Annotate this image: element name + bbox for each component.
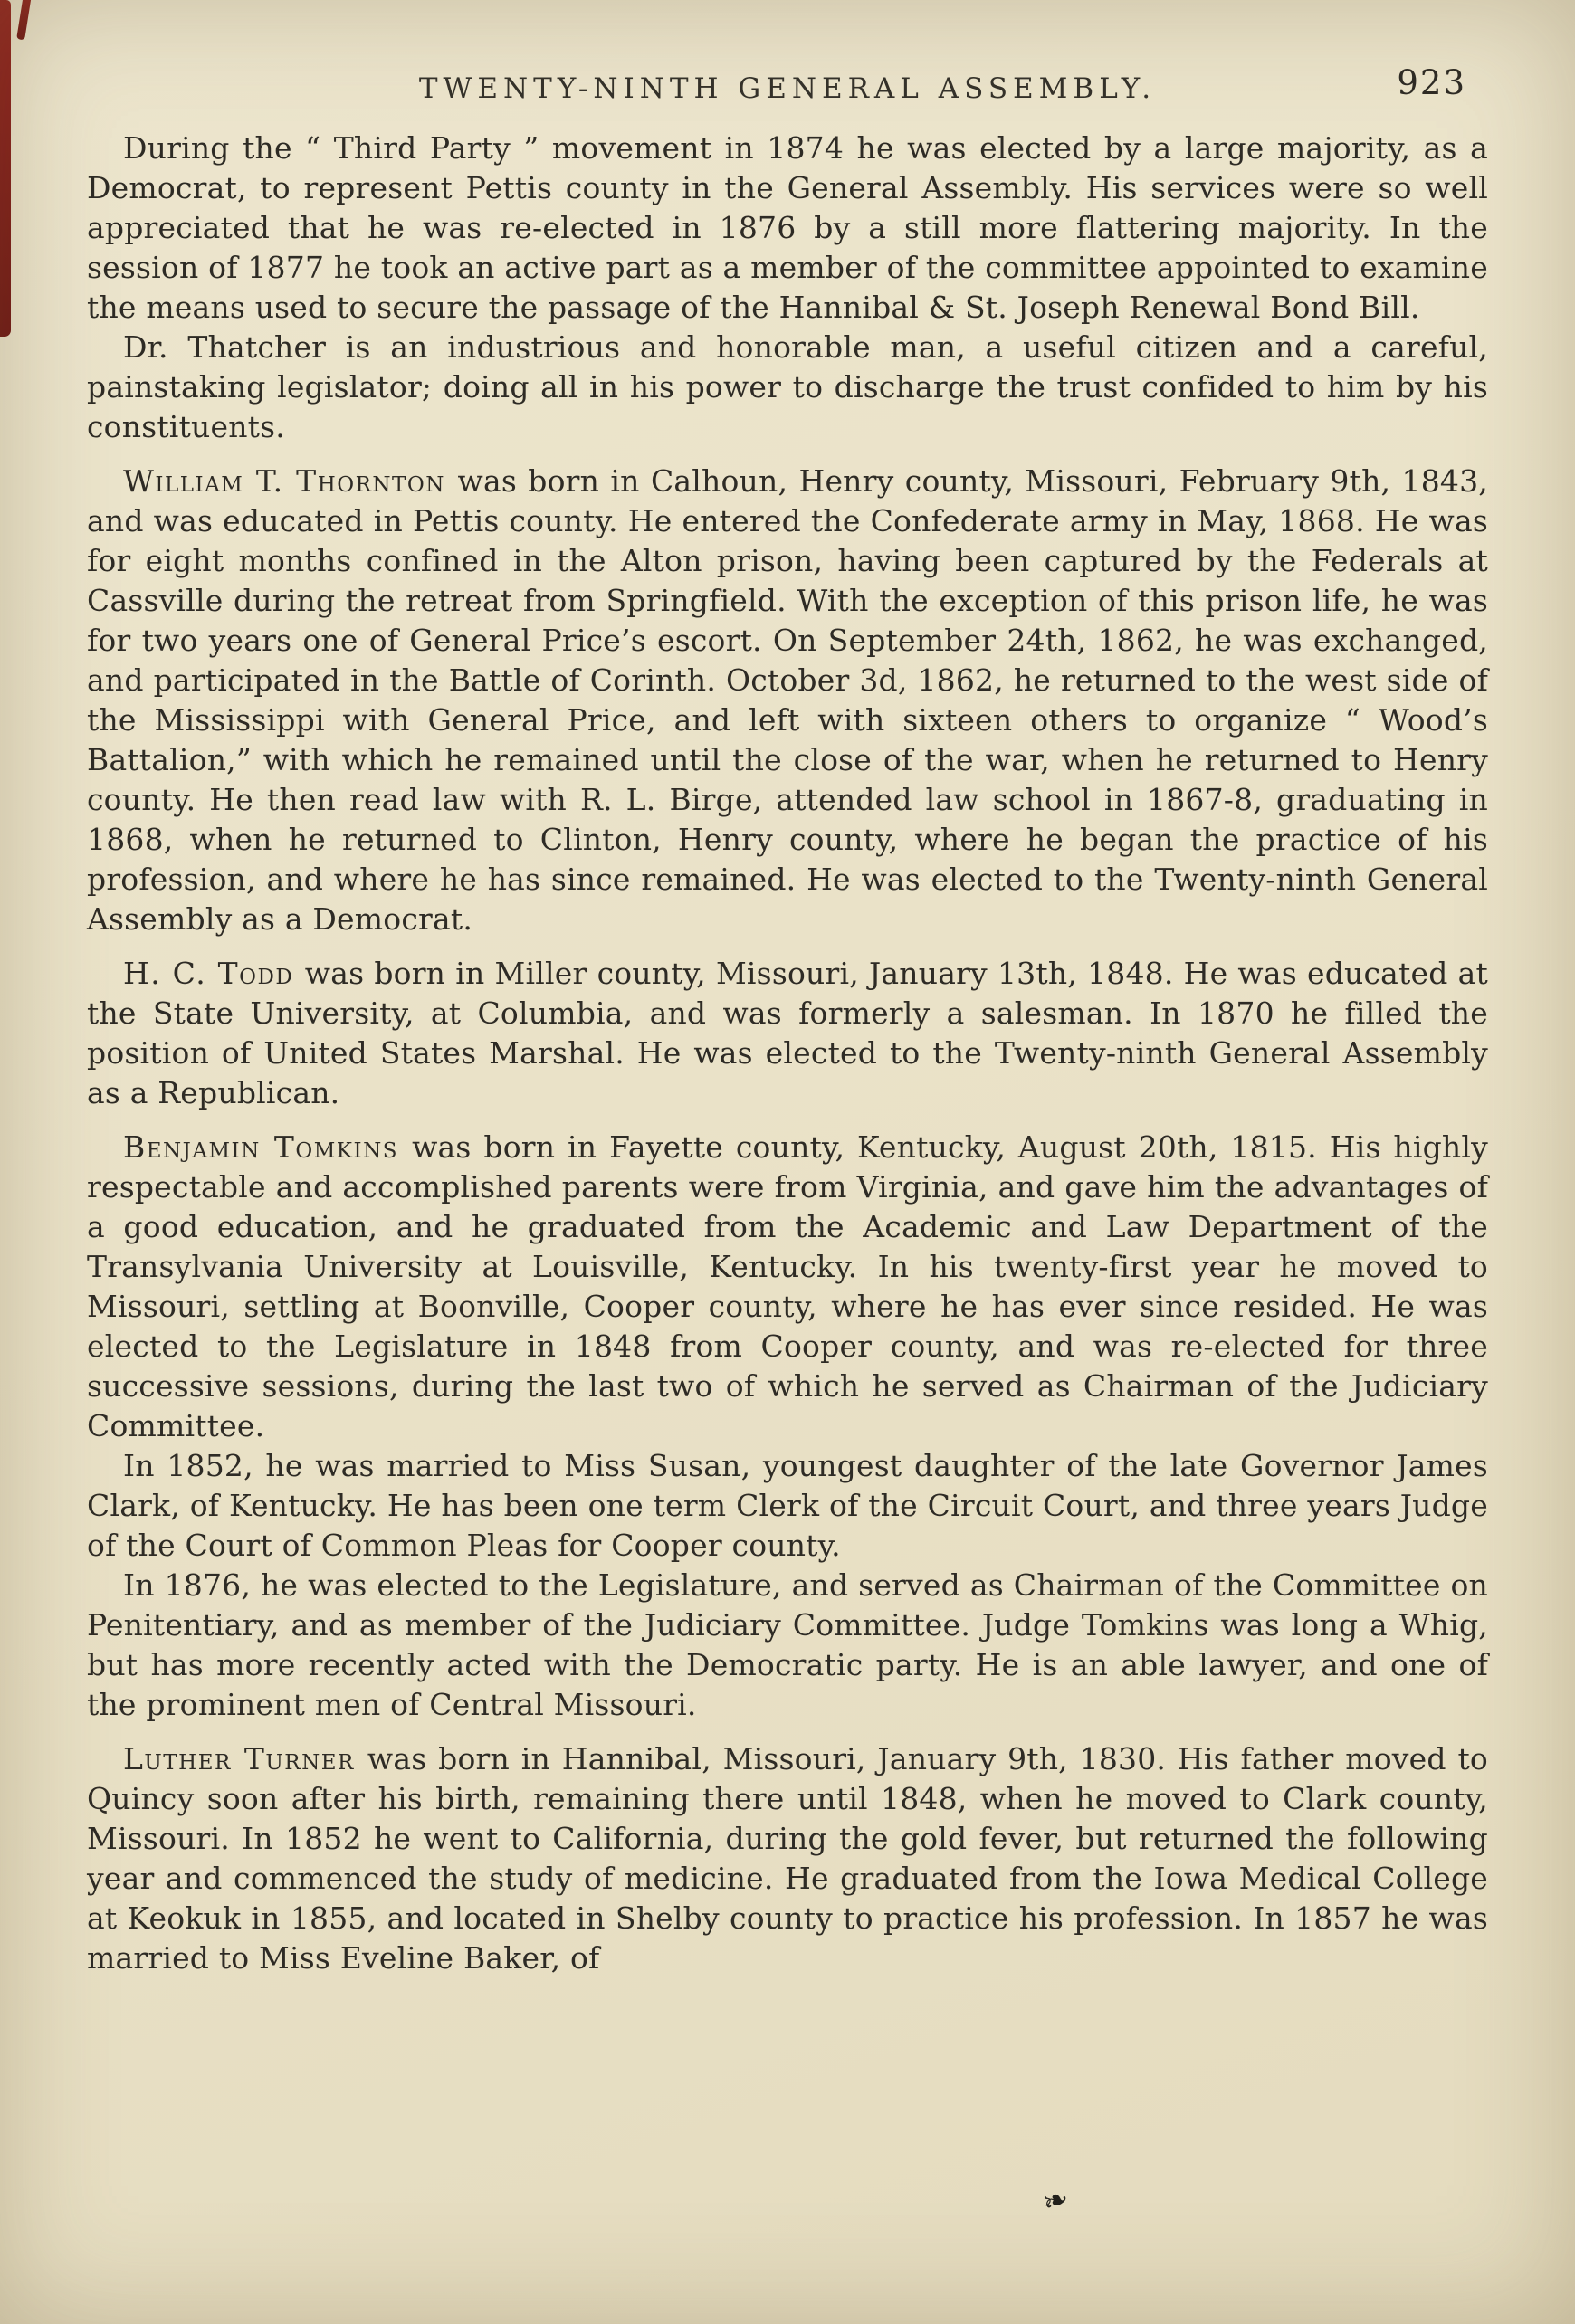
paragraph: In 1852, he was married to Miss Susan, youngest daughter of the late Governor James Clark, of Kentucky. He has been one term Clerk of the Circuit Court, and three years Judge of the Court of Common Pleas for Cooper county. — [87, 1448, 1488, 1563]
page-number: 923 — [1397, 63, 1466, 102]
paragraph: H. C. Todd was born in Miller county, Missouri, January 13th, 1848. He was educated at the State University, at Columbia, and was formerly a salesman. In 1870 he filled the position of United States Marshal. He was elected to the Twenty-ninth General Assembly as a Republican. — [87, 956, 1488, 1110]
paragraph: Dr. Thatcher is an industrious and honorable man, a useful citizen and a careful, painstaking legislator; doing all in his power to discharge the trust confided to him by his constituents. — [87, 329, 1488, 444]
person-name: Benjamin Tomkins — [123, 1129, 413, 1165]
paragraph: William T. Thornton was born in Calhoun, Henry county, Missouri, February 9th, 1843, and was educated in Pettis county. He entered the Confederate army in May, 1868. He was for eight months confined in the Alton prison, having been captured by the Federals at Cassville during the retreat from Springfield. With the exception of this prison life, he was for two years one of General Price’s escort. On September 24th, 1862, he was exchanged, and participated in the Battle of Corinth. October 3d, 1862, he returned to the west side of the Mississippi with General Price, and left with sixteen others to organize “ Wood’s Battalion,” with which he remained until the close of the war, when he returned to Henry county. He then read law with R. L. Birge, attended law school in 1867-8, graduating in 1868, when he returned to Clinton, Henry county, where he began the practice of his profession, and where he has since remained. He was elected to the Twenty-ninth General Assembly as a Democrat. — [87, 463, 1488, 937]
running-head-title: TWENTY-NINTH GENERAL ASSEMBLY. — [418, 72, 1157, 105]
paragraph: Luther Turner was born in Hannibal, Missouri, January 9th, 1830. His father moved to Quincy soon after his birth, remaining there until 1848, when he moved to Clark county, Missouri. In 1852 he went to California, during the gold fever, but returned the following year and commenced the study of medicine. He graduated from the Iowa Medical College at Keokuk in 1855, and located in Shelby county to practice his profession. In 1857 he was married to Miss Eveline Baker, of — [87, 1741, 1488, 1976]
paragraph: Benjamin Tomkins was born in Fayette county, Kentucky, August 20th, 1815. His highly respectable and accomplished parents were from Virginia, and gave him the advantages of a good education, and he graduated from the Academic and Law Department of the Transylvania University at Louisville, Kentucky. In his twenty-first year he moved to Missouri, settling at Boonville, Cooper county, where he has ever since resided. He was elected to the Legislature in 1848 from Cooper county, and was re-elected for three successive sessions, during the last two of which he served as Chairman of the Judiciary Committee. — [87, 1129, 1488, 1443]
person-name: H. C. Todd — [123, 956, 305, 991]
printers-ornament-ink-mark: ❧ — [1037, 2179, 1074, 2223]
binding-edge-mark — [16, 0, 32, 40]
paragraph: During the “ Third Party ” movement in 1874 he was elected by a large majority, as a Democrat, to represent Pettis county in the General Assembly. His services were so well appreciated that he was re-elected in 1876 by a still more flattering majority. In the session of 1877 he took an active part as a member of the committee appointed to examine the means used to secure the passage of the Hannibal & St. Joseph Renewal Bond Bill. — [87, 130, 1488, 325]
page-body — [87, 114, 1488, 1978]
person-name: William T. Thornton — [123, 463, 458, 499]
binding-edge-mark — [0, 0, 11, 337]
person-name: Luther Turner — [123, 1741, 368, 1776]
paragraph: In 1876, he was elected to the Legislature, and served as Chairman of the Committee on Penitentiary, and as member of the Judiciary Committee. Judge Tomkins was long a Whig, but has more recently acted with the Democratic party. He is an able lawyer, and one of the prominent men of Central Missouri. — [87, 1567, 1488, 1722]
